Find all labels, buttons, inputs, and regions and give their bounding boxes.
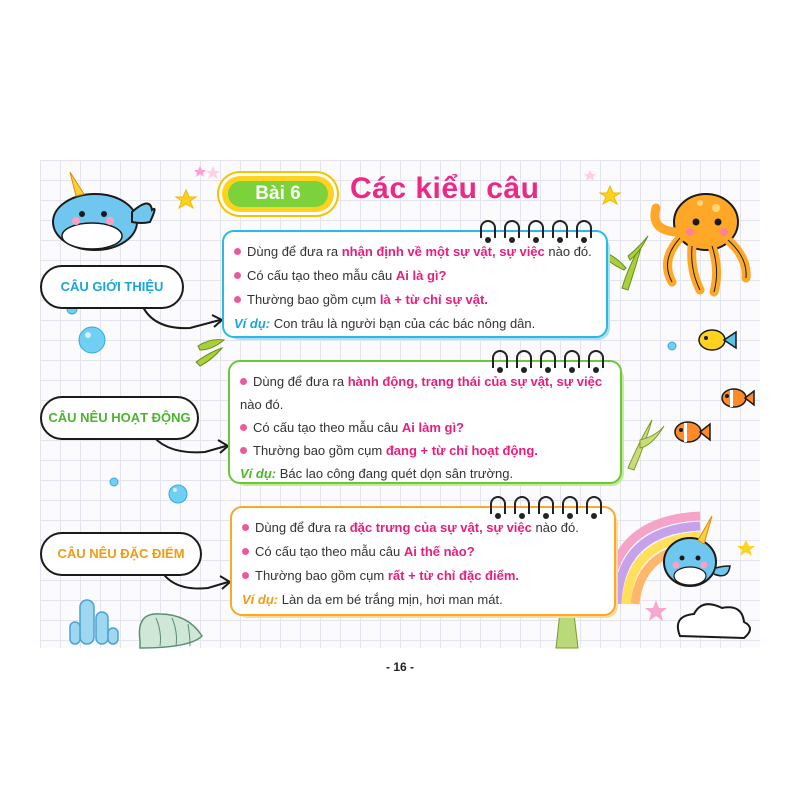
- card-line: Có cấu tạo theo mẫu câu Ai thế nào?: [242, 540, 606, 564]
- category-label-intro: CÂU GIỚI THIỆU: [40, 265, 184, 309]
- card-line: Có cấu tạo theo mẫu câu Ai làm gì?: [240, 416, 612, 439]
- bullet-icon: [242, 572, 249, 579]
- info-card-feature: [230, 506, 616, 616]
- bullet-icon: [240, 424, 247, 431]
- bullet-icon: [242, 548, 249, 555]
- category-label-feature: CÂU NÊU ĐẶC ĐIỂM: [40, 532, 202, 576]
- bullet-icon: [240, 378, 247, 385]
- page-title: Các kiểu câu: [350, 172, 540, 205]
- page-number: - 16 -: [385, 660, 414, 674]
- card-line: Thường bao gồm cụm rất + từ chỉ đặc điểm.: [242, 564, 606, 588]
- card-example: Ví dụ: Bác lao công đang quét dọn sân trường.: [240, 466, 514, 481]
- spiral-binding: [492, 350, 604, 368]
- card-content: [240, 370, 612, 485]
- spiral-binding: [480, 220, 592, 238]
- lesson-badge: [222, 176, 334, 212]
- card-example: Ví dụ: Con trâu là người bạn của các bác nông dân.: [234, 316, 536, 331]
- info-card-activity: [228, 360, 622, 484]
- card-line: Dùng để đưa ra nhận định về một sự vật, sự việc nào đó.: [234, 240, 598, 264]
- card-line: Dùng để đưa ra hành động, trạng thái của sự vật, sự việc: [240, 370, 612, 393]
- card-line: Thường bao gồm cụm là + từ chỉ sự vật.: [234, 288, 598, 312]
- card-content: [242, 516, 606, 612]
- card-content: [234, 240, 598, 336]
- card-line: Có cấu tạo theo mẫu câu Ai là gì?: [234, 264, 598, 288]
- card-line: Thường bao gồm cụm đang + từ chỉ hoạt động.: [240, 439, 612, 462]
- card-line: Dùng để đưa ra đặc trưng của sự vật, sự việc nào đó.: [242, 516, 606, 540]
- info-card-intro: [222, 230, 608, 338]
- spiral-binding: [490, 496, 602, 514]
- bullet-icon: [234, 272, 241, 279]
- card-example: Ví dụ: Làn da em bé trắng mịn, hơi man mát.: [242, 592, 503, 607]
- card-line: nào đó.: [240, 397, 284, 412]
- lesson-label: Bài 6: [228, 181, 328, 207]
- bullet-icon: [234, 248, 241, 255]
- bullet-icon: [240, 447, 247, 454]
- bullet-icon: [242, 524, 249, 531]
- category-label-activity: CÂU NÊU HOẠT ĐỘNG: [40, 396, 199, 440]
- bullet-icon: [234, 296, 241, 303]
